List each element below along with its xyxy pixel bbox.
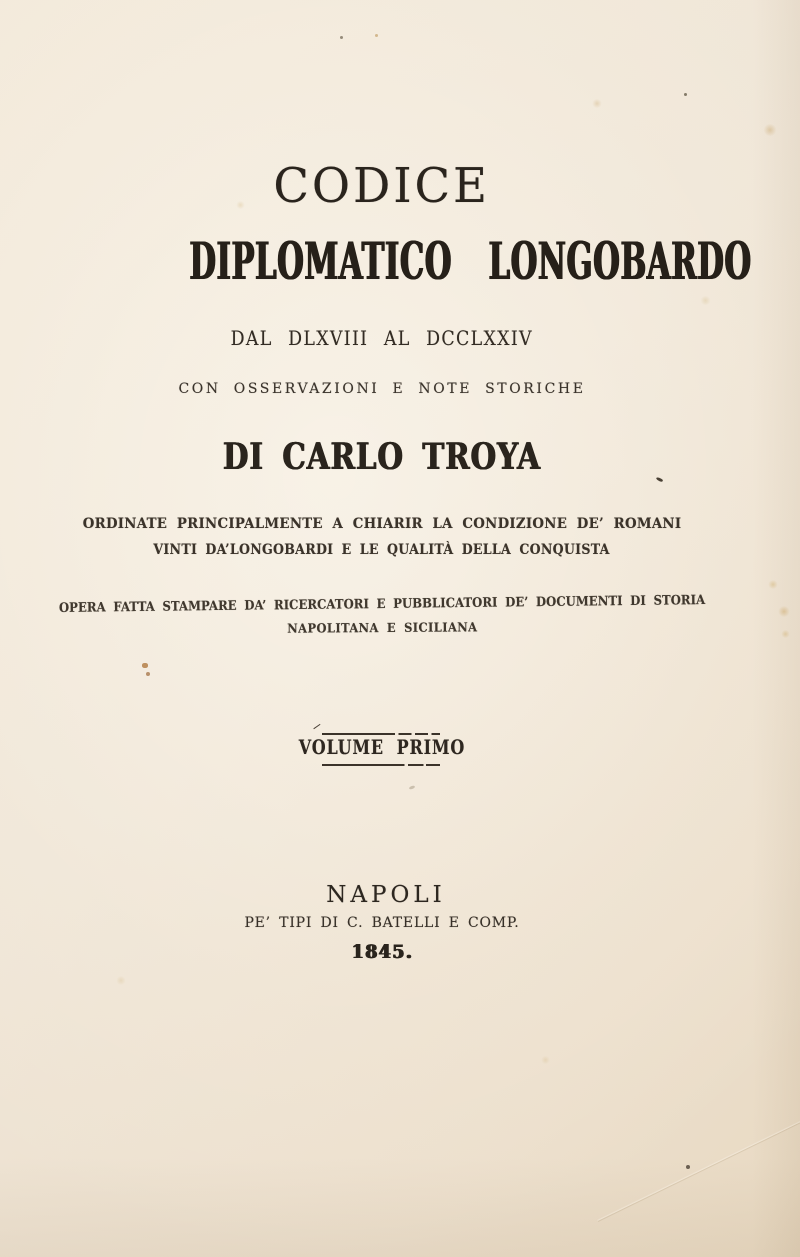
paper-stain bbox=[768, 580, 778, 589]
paper-stain bbox=[781, 630, 790, 638]
date-range bbox=[2, 326, 762, 350]
subtitle: CON OSSERVAZIONI E NOTE STORICHE bbox=[178, 381, 586, 397]
imprint-note-line-2-text: NAPOLITANA E SICILIANA bbox=[286, 619, 478, 636]
imprint-year bbox=[2, 941, 762, 964]
book-title-text: CODICE bbox=[273, 158, 491, 214]
paper-crease bbox=[598, 1121, 800, 1222]
paper-stain bbox=[592, 99, 602, 108]
pen-tick-mark bbox=[313, 724, 320, 730]
imprint-publisher: PE’ TIPI DI C. BATELLI E COMP. bbox=[244, 915, 520, 931]
imprint-note-line-1 bbox=[2, 592, 762, 617]
paper-stain bbox=[700, 296, 711, 305]
paper-stain bbox=[116, 976, 126, 985]
imprint-city: NAPOLI bbox=[326, 882, 446, 908]
imprint-note-line-2 bbox=[2, 617, 762, 637]
paper-speck bbox=[684, 93, 687, 96]
foxing-mark bbox=[142, 663, 148, 668]
paper-stain bbox=[778, 606, 790, 617]
paper-stain bbox=[763, 124, 777, 136]
note-line-2 bbox=[2, 542, 762, 559]
paper-stain bbox=[541, 1056, 550, 1064]
imprint-note-line-1-text: OPERA FATTA STAMPARE DA’ RICERCATORI E PUBBLICATORI DE’ DOCUMENTI DI STORIA bbox=[58, 593, 706, 616]
note-line-1-text: ORDINATE PRINCIPALMENTE A CHIARIR LA CONDIZIONE DE’ ROMANI bbox=[82, 516, 682, 532]
paper-speck bbox=[686, 1165, 690, 1169]
book-title bbox=[2, 158, 762, 216]
faint-smudge bbox=[409, 785, 416, 790]
date-range-text: DAL DLXVIII AL DCCLXXIV bbox=[230, 326, 534, 350]
imprint-year-text: 1845. bbox=[351, 941, 413, 963]
paper-speck bbox=[375, 34, 378, 37]
foxing-mark bbox=[146, 672, 150, 676]
note-line-2-text: VINTI DA’LONGOBARDI E LE QUALITÀ DELLA CONQUISTA bbox=[153, 542, 611, 558]
author-name: DI CARLO TROYA bbox=[223, 436, 541, 478]
book-series-title bbox=[2, 232, 762, 293]
volume-statement bbox=[2, 735, 762, 759]
volume-rule-bottom bbox=[322, 764, 440, 766]
paper-speck bbox=[340, 36, 343, 39]
author-line bbox=[2, 436, 762, 479]
note-line-1 bbox=[2, 516, 762, 533]
volume-statement-text: VOLUME PRIMO bbox=[298, 735, 466, 759]
book-series-title-text: DIPLOMATICO LONGOBARDO bbox=[189, 232, 752, 292]
